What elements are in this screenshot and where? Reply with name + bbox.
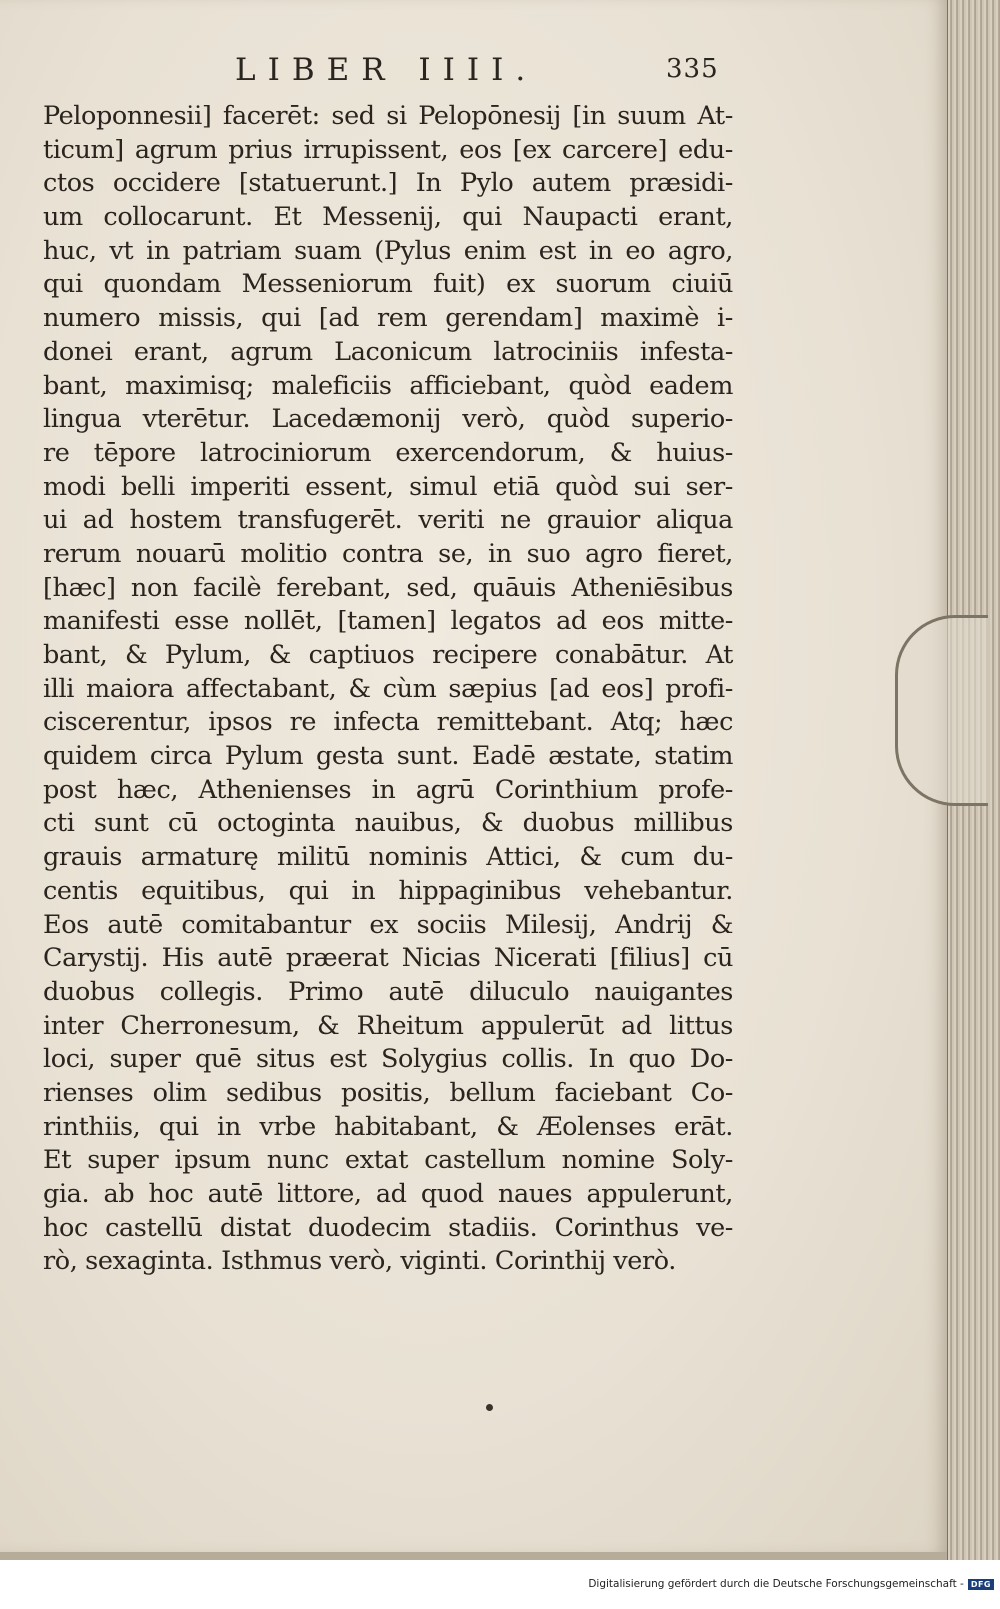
text-line: Et super ipsum nunc extat castellum nomine Soly- [43,1145,733,1176]
digitization-credit [588,1578,994,1590]
text-line: inter Cherronesum, & Rheitum appulerūt ad littus [43,1010,733,1041]
text-line: rienses olim sedibus positis, bellum faciebant Co- [43,1077,733,1108]
text-line: re tēpore latrociniorum exercendorum, & huius- [43,437,733,468]
body-text-block [43,100,733,1279]
text-line: rò, sexaginta. Isthmus verò, viginti. Corinthij verò. [43,1246,676,1277]
text-line: ciscerentur, ipsos re infecta remittebant. Atq; hæc [43,707,733,738]
text-line: duobus collegis. Primo autē diluculo nauigantes [43,976,733,1007]
text-line: rinthiis, qui in vrbe habitabant, & Æolenses erāt. [43,1111,733,1142]
text-line: Peloponnesii] facerēt: sed si Pelopōnesij [in suum At- [43,101,733,131]
text-line: loci, super quē situs est Solygius collis. In quo Do- [43,1044,733,1075]
page-clip-tab [895,615,988,806]
ink-dot [486,1404,493,1411]
text-line: rerum nouarū molitio contra se, in suo agro fieret, [43,538,733,569]
text-line: numero missis, qui [ad rem gerendam] maximè i- [43,303,733,334]
text-line: manifesti esse nollēt, [tamen] legatos ad eos mitte- [43,606,733,637]
text-line: ctos occidere [statuerunt.] In Pylo autem præsidi- [43,168,733,199]
text-line: um collocarunt. Et Messenij, qui Naupacti erant, [43,202,733,233]
text-line: quidem circa Pylum gesta sunt. Eadē æstate, statim [43,741,733,772]
text-line: [hæc] non facilè ferebant, sed, quāuis Atheniēsibus [43,572,733,603]
text-line: Carystij. His autē præerat Nicias Nicerati [filius] cū [43,943,733,974]
text-line: ui ad hostem transfugerēt. veriti ne grauior aliqua [43,505,733,536]
running-title: LIBER IIII. [235,52,538,88]
text-line: illi maiora affectabant, & cùm sæpius [ad eos] profi- [43,673,733,704]
text-line: Eos autē comitabantur ex sociis Milesij, Andrij & [43,909,733,940]
text-line: ticum] agrum prius irrupissent, eos [ex carcere] edu- [43,134,733,165]
credit-text: Digitalisierung gefördert durch die Deutsche Forschungsgemeinschaft - [588,1578,964,1590]
text-line: grauis armaturę militū nominis Attici, & cum du- [43,842,733,873]
text-line: huc, vt in patriam suam (Pylus enim est in eo agro, [43,235,733,266]
text-line: modi belli imperiti essent, simul etiā quòd sui ser- [43,471,733,502]
text-line: bant, maximisq; maleficiis afficiebant, quòd eadem [43,370,733,401]
page-number: 335 [666,54,719,84]
text-line: lingua vterētur. Lacedæmonij verò, quòd superio- [43,404,733,435]
text-line: post hæc, Athenienses in agrū Corinthium profe- [43,774,733,805]
dfg-logo: DFG [968,1579,994,1590]
text-line: cti sunt cū octoginta nauibus, & duobus millibus [43,808,733,839]
text-line: qui quondam Messeniorum fuit) ex suorum ciuiū [43,269,733,300]
text-line: centis equitibus, qui in hippaginibus vehebantur. [43,875,733,906]
text-line: donei erant, agrum Laconicum latrociniis infesta- [43,336,733,367]
page-header [0,52,948,92]
text-line: gia. ab hoc autē littore, ad quod naues appulerunt, [43,1179,733,1209]
text-line: bant, & Pylum, & captiuos recipere conabātur. At [43,640,733,670]
text-line: hoc castellū distat duodecim stadiis. Corinthus ve- [43,1212,733,1243]
